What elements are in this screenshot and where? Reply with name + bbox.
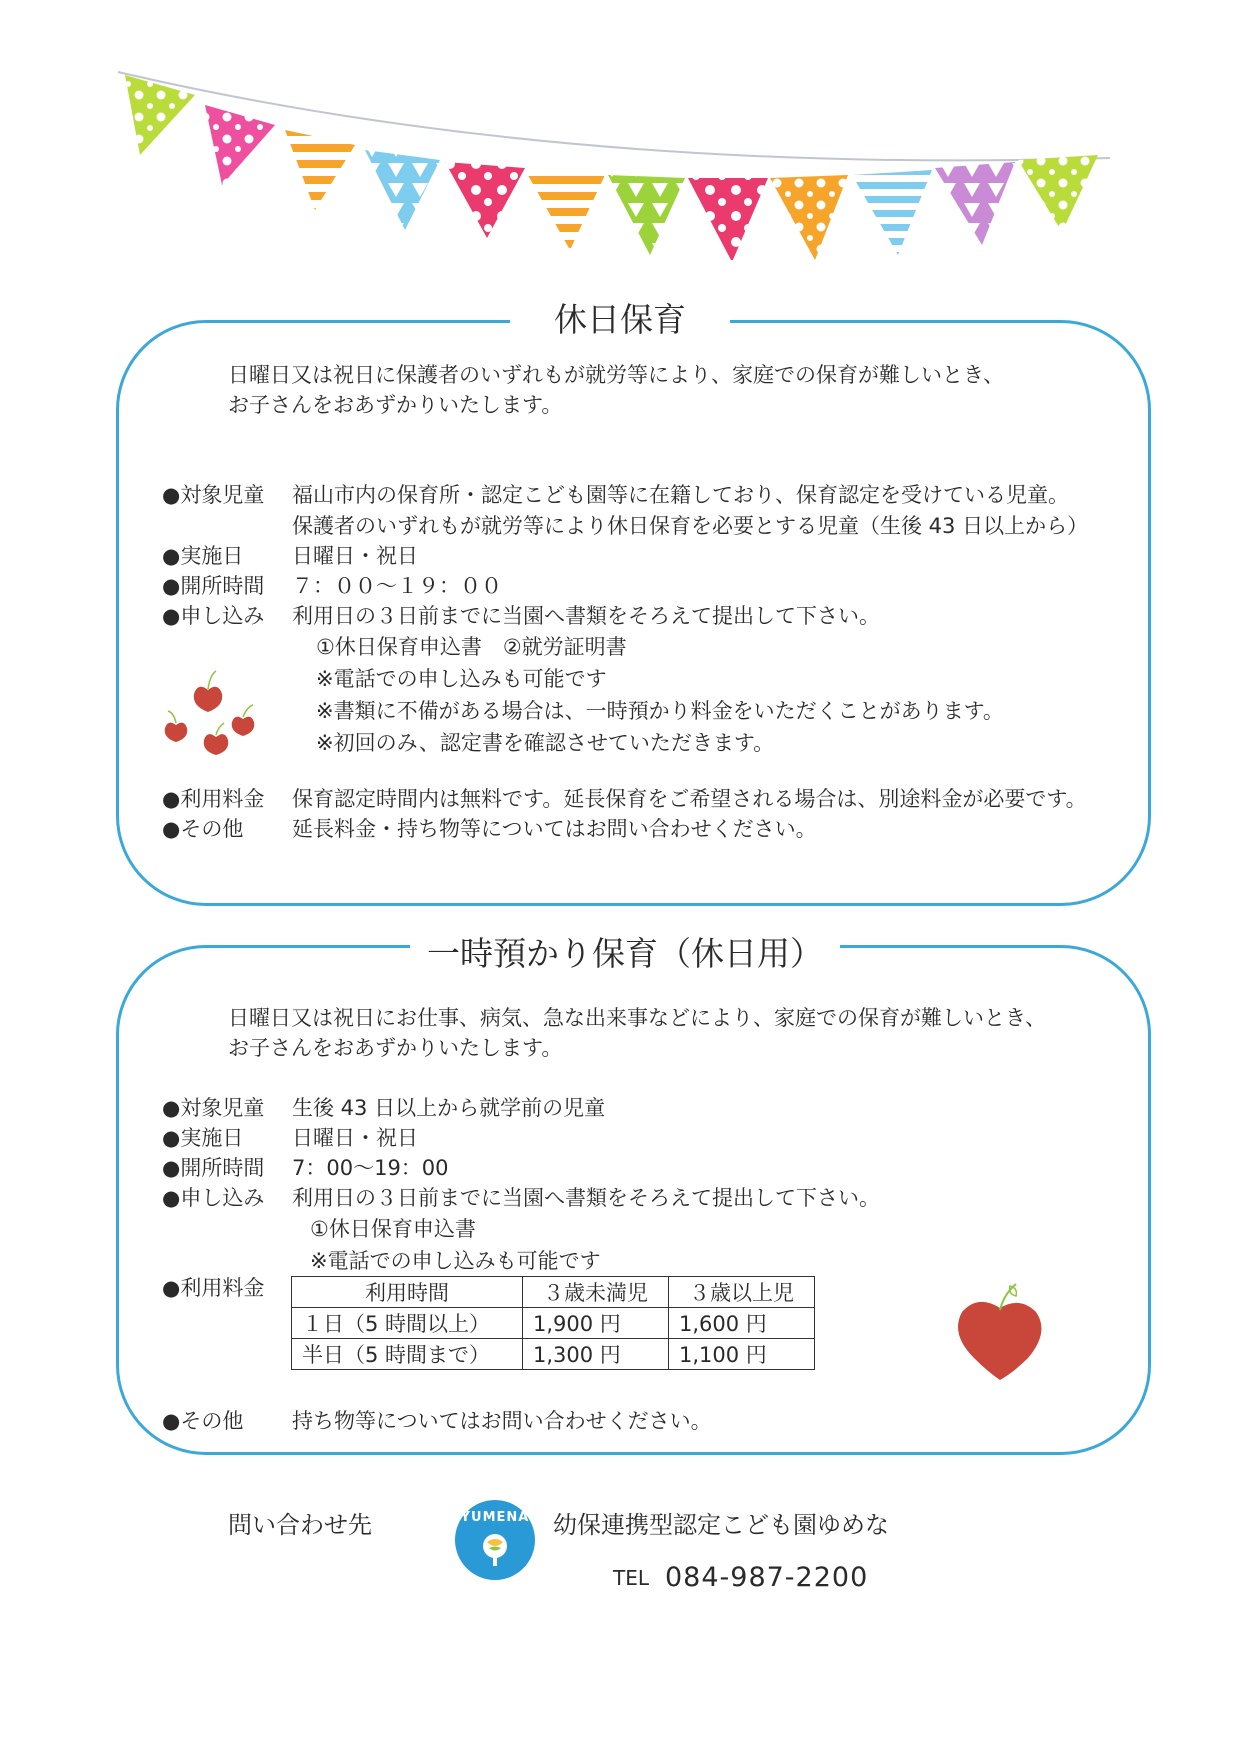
row-label: ●対象児童 (162, 1096, 265, 1120)
row-value: ７：００～１９：００ (292, 574, 502, 598)
fee-table (291, 1276, 815, 1370)
holiday-note-1: ①休日保育申込書 ②就労証明書 (316, 635, 627, 659)
table-row (292, 1339, 815, 1370)
row-label: ●対象児童 (162, 483, 265, 507)
row-value: 福山市内の保育所・認定こども園等に在籍しており、保育認定を受けている児童。 (292, 483, 1069, 507)
tree-icon (475, 1530, 515, 1570)
holiday-note-4: ※初回のみ、認定書を確認させていただきます。 (316, 731, 775, 755)
small-apples-illustration (158, 655, 268, 755)
row-value: 7：00～19：00 (292, 1156, 449, 1180)
fee-cell: 1,600 円 (669, 1308, 815, 1339)
fee-cell: 1,300 円 (523, 1339, 669, 1370)
holiday-care-intro-line-2: お子さんをおあずかりいたします。 (228, 393, 563, 417)
temporary-note-2: ※電話での申し込みも可能です (310, 1249, 601, 1273)
row-label: ●申し込み (162, 604, 265, 628)
organization-name: 幼保連携型認定こども園ゆめな (553, 1511, 889, 1539)
holiday-note-3: ※書類に不備がある場合は、一時預かり料金をいただくことがあります。 (316, 699, 1004, 723)
yumena-logo (455, 1500, 535, 1580)
row-label: ●申し込み (162, 1186, 265, 1210)
holiday-care-title: 休日保育 (510, 298, 730, 342)
temporary-care-title: 一時預かり保育（休日用） (410, 932, 840, 976)
logo-text: YUMENA (460, 1510, 530, 1525)
row-value: 利用日の３日前までに当園へ書類をそろえて提出して下さい。 (292, 604, 880, 628)
fee-table-header (292, 1277, 815, 1308)
row-value: 利用日の３日前までに当園へ書類をそろえて提出して下さい。 (292, 1186, 880, 1210)
tel-number: 084-987-2200 (665, 1562, 869, 1593)
fee-header-under3: ３歳未満児 (523, 1277, 669, 1308)
holiday-care-intro-line-1: 日曜日又は祝日に保護者のいずれもが就労等により、家庭での保育が難しいとき、 (228, 363, 1005, 387)
row-value: 保育認定時間内は無料です。延長保育をご希望される場合は、別途料金が必要です。 (292, 787, 1087, 811)
fee-header-time: 利用時間 (292, 1277, 523, 1308)
temporary-care-intro-line-1: 日曜日又は祝日にお仕事、病気、急な出来事などにより、家庭での保育が難しいとき、 (228, 1006, 1047, 1030)
fee-cell: 半日（5 時間まで） (292, 1339, 523, 1370)
row-label: ●その他 (162, 1409, 244, 1433)
row-value: 保護者のいずれもが就労等により休日保育を必要とする児童（生後 43 日以上から） (292, 514, 1089, 538)
temporary-fee-label: ●利用料金 (162, 1276, 265, 1300)
table-row (292, 1308, 815, 1339)
fee-cell: １日（5 時間以上） (292, 1308, 523, 1339)
row-label: ●利用料金 (162, 787, 265, 811)
row-label: ●実施日 (162, 544, 244, 568)
apple-illustration (948, 1280, 1058, 1380)
holiday-note-2: ※電話での申し込みも可能です (316, 667, 607, 691)
row-value: 持ち物等についてはお問い合わせください。 (292, 1409, 712, 1433)
temporary-care-intro-line-2: お子さんをおあずかりいたします。 (228, 1036, 563, 1060)
temporary-note-1: ①休日保育申込書 (310, 1217, 476, 1241)
row-label: ●その他 (162, 817, 244, 841)
row-label: ●開所時間 (162, 1156, 265, 1180)
row-value: 日曜日・祝日 (292, 544, 418, 568)
row-value: 日曜日・祝日 (292, 1126, 418, 1150)
fee-cell: 1,900 円 (523, 1308, 669, 1339)
bunting-decoration (0, 0, 1241, 260)
row-label: ●開所時間 (162, 574, 265, 598)
contact-label: 問い合わせ先 (228, 1511, 372, 1539)
tel-label: TEL (613, 1566, 649, 1590)
fee-cell: 1,100 円 (669, 1339, 815, 1370)
row-value: 生後 43 日以上から就学前の児童 (292, 1096, 606, 1120)
row-label: ●実施日 (162, 1126, 244, 1150)
row-value: 延長料金・持ち物等についてはお問い合わせください。 (292, 817, 817, 841)
fee-header-over3: ３歳以上児 (669, 1277, 815, 1308)
